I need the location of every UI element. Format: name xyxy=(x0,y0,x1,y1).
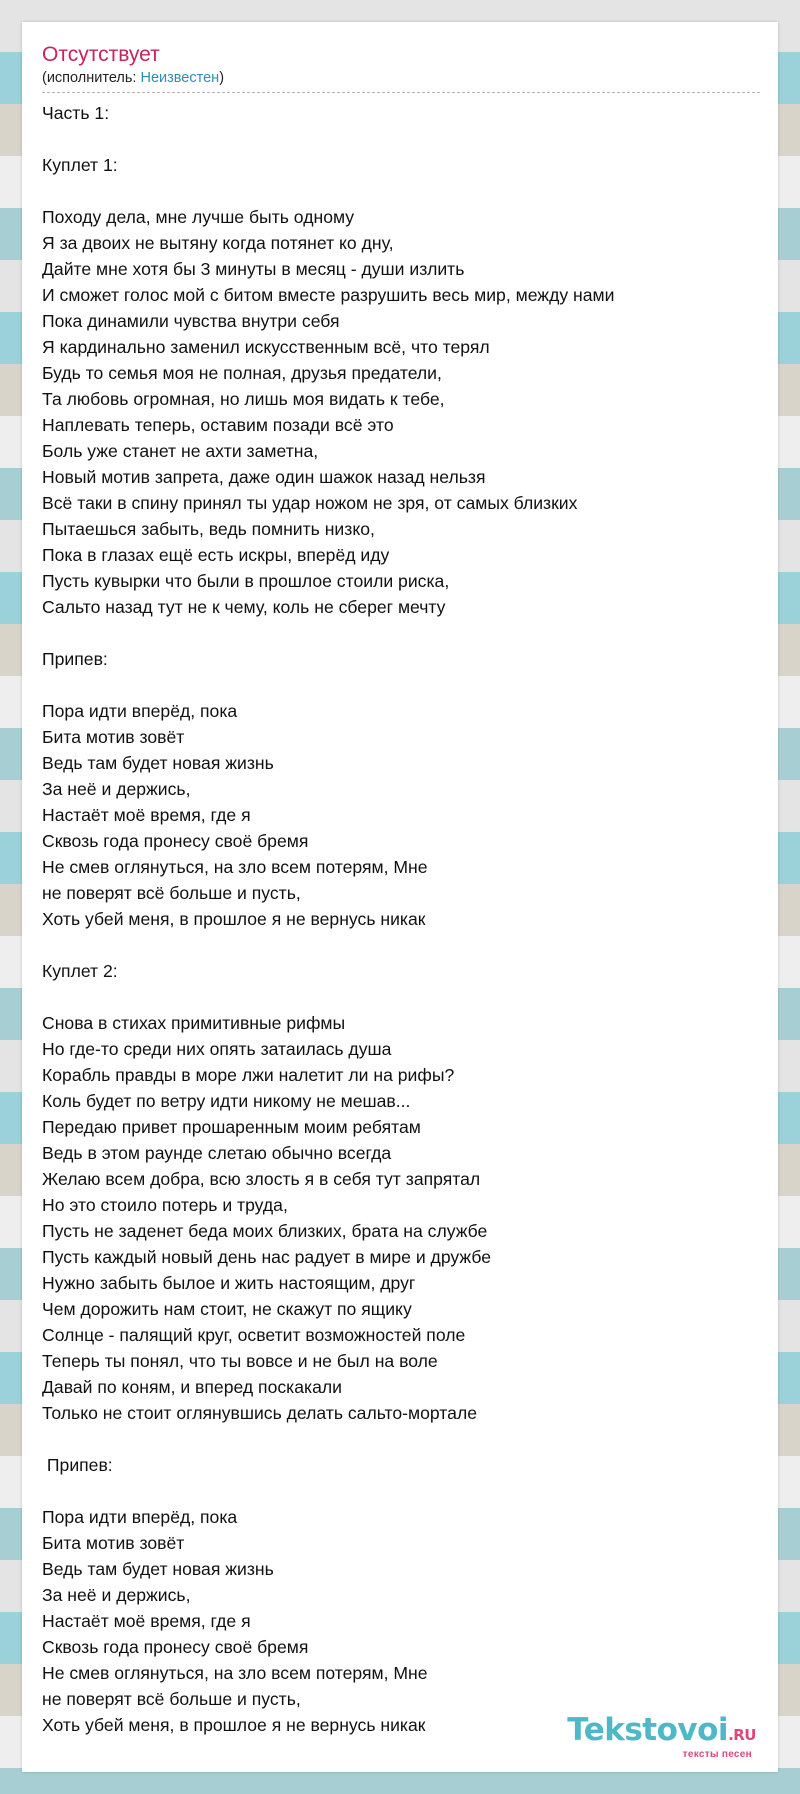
lyric-line: Припев: xyxy=(42,1455,113,1475)
lyric-line: Но это стоило потерь и труда, xyxy=(42,1195,288,1215)
lyric-line: Желаю всем добра, всю злость я в себя тут запрятал xyxy=(42,1169,481,1189)
lyric-line: Не смев оглянуться, на зло всем потерям, Мне xyxy=(42,1663,428,1683)
lyric-line: Коль будет по ветру идти никому не мешав... xyxy=(42,1091,411,1111)
lyric-line: Нужно забыть былое и жить настоящим, друг xyxy=(42,1273,416,1293)
lyric-line: Пусть не заденет беда моих близких, брата на службе xyxy=(42,1221,488,1241)
lyric-line: Пусть каждый новый день нас радует в мире и дружбе xyxy=(42,1247,492,1267)
lyric-line: не поверят всё больше и пусть, xyxy=(42,883,301,903)
lyric-line: Не смев оглянуться, на зло всем потерям, Мне xyxy=(42,857,428,877)
lyric-line: Солнце - палящий круг, осветит возможностей поле xyxy=(42,1325,466,1345)
lyric-line: Часть 1: xyxy=(42,103,110,123)
blank-line xyxy=(42,984,758,1010)
lyric-line: Я за двоих не вытяну когда потянет ко дну, xyxy=(42,233,394,253)
lyric-line: Передаю привет прошаренным моим ребятам xyxy=(42,1117,421,1137)
lyric-line: Настаёт моё время, где я xyxy=(42,1611,251,1631)
lyric-line: Будь то семья моя не полная, друзья предатели, xyxy=(42,363,442,383)
lyric-line: Корабль правды в море лжи налетит ли на рифы? xyxy=(42,1065,455,1085)
lyric-line: Куплет 2: xyxy=(42,961,118,981)
song-header xyxy=(42,42,758,88)
lyric-line: Та любовь огромная, но лишь моя видать к тебе, xyxy=(42,389,445,409)
lyric-line: Только не стоит оглянувшись делать сальто-мортале xyxy=(42,1403,477,1423)
lyric-line: За неё и держись, xyxy=(42,1585,191,1605)
blank-line xyxy=(42,1426,758,1452)
lyric-line: Пытаешься забыть, ведь помнить низко, xyxy=(42,519,375,539)
lyric-line: Настаёт моё время, где я xyxy=(42,805,251,825)
logo-subtitle: тексты песен xyxy=(682,1749,752,1760)
lyric-line: Новый мотив запрета, даже один шажок назад нельзя xyxy=(42,467,486,487)
lyric-line: Теперь ты понял, что ты вовсе и не был на воле xyxy=(42,1351,438,1371)
artist-line xyxy=(42,68,758,88)
lyrics-text xyxy=(42,100,758,1738)
lyric-line: Пока динамили чувства внутри себя xyxy=(42,311,340,331)
blank-line xyxy=(42,672,758,698)
logo-main-text: Tekstovoi xyxy=(567,1712,729,1748)
lyric-line: Но где-то среди них опять затаилась душа xyxy=(42,1039,392,1059)
lyric-line: Ведь там будет новая жизнь xyxy=(42,1559,274,1579)
lyric-line: Ведь там будет новая жизнь xyxy=(42,753,274,773)
lyric-line: не поверят всё больше и пусть, xyxy=(42,1689,301,1709)
lyric-line: Пора идти вперёд, пока xyxy=(42,701,238,721)
lyrics-card xyxy=(22,22,778,1772)
lyric-line: Куплет 1: xyxy=(42,155,118,175)
lyric-line: Дайте мне хотя бы 3 минуты в месяц - души излить xyxy=(42,259,465,279)
lyric-line: Снова в стихах примитивные рифмы xyxy=(42,1013,346,1033)
lyric-line: Я кардинально заменил искусственным всё, что терял xyxy=(42,337,490,357)
lyric-line: Сальто назад тут не к чему, коль не сберег мечту xyxy=(42,597,446,617)
song-title: Отсутствует xyxy=(42,43,160,66)
lyric-line: Сквозь года пронесу своё бремя xyxy=(42,831,309,851)
logo-tld: .RU xyxy=(728,1726,756,1744)
blank-line xyxy=(42,1478,758,1504)
lyric-line: Бита мотив зовёт xyxy=(42,1533,185,1553)
logo-wordmark xyxy=(567,1714,756,1751)
artist-prefix: (исполнитель: xyxy=(42,70,141,86)
lyric-line: Бита мотив зовёт xyxy=(42,727,185,747)
lyric-line: Боль уже станет не ахти заметна, xyxy=(42,441,319,461)
blank-line xyxy=(42,620,758,646)
blank-line xyxy=(42,178,758,204)
lyric-line: Припев: xyxy=(42,649,108,669)
lyric-line: Походу дела, мне лучше быть одному xyxy=(42,207,355,227)
lyric-line: Сквозь года пронесу своё бремя xyxy=(42,1637,309,1657)
blank-line xyxy=(42,126,758,152)
lyric-line: Хоть убей меня, в прошлое я не вернусь никак xyxy=(42,1715,426,1735)
lyric-line: За неё и держись, xyxy=(42,779,191,799)
lyric-line: Пока в глазах ещё есть искры, вперёд иду xyxy=(42,545,390,565)
lyric-line: Наплевать теперь, оставим позади всё это xyxy=(42,415,394,435)
lyric-line: Ведь в этом раунде слетаю обычно всегда xyxy=(42,1143,392,1163)
header-divider xyxy=(42,92,760,93)
blank-line xyxy=(42,932,758,958)
artist-suffix: ) xyxy=(219,70,225,86)
lyric-line: Пусть кувырки что были в прошлое стоили риска, xyxy=(42,571,450,591)
lyric-line: Всё таки в спину принял ты удар ножом не зря, от самых близких xyxy=(42,493,578,513)
artist-link[interactable]: Неизвестен xyxy=(140,70,220,86)
lyric-line: Хоть убей меня, в прошлое я не вернусь никак xyxy=(42,909,426,929)
site-logo[interactable] xyxy=(567,1714,756,1760)
lyric-line: Чем дорожить нам стоит, не скажут по ящику xyxy=(42,1299,412,1319)
lyric-line: И сможет голос мой с битом вместе разрушить весь мир, между нами xyxy=(42,285,615,305)
lyric-line: Пора идти вперёд, пока xyxy=(42,1507,238,1527)
lyric-line: Давай по коням, и вперед поскакали xyxy=(42,1377,342,1397)
